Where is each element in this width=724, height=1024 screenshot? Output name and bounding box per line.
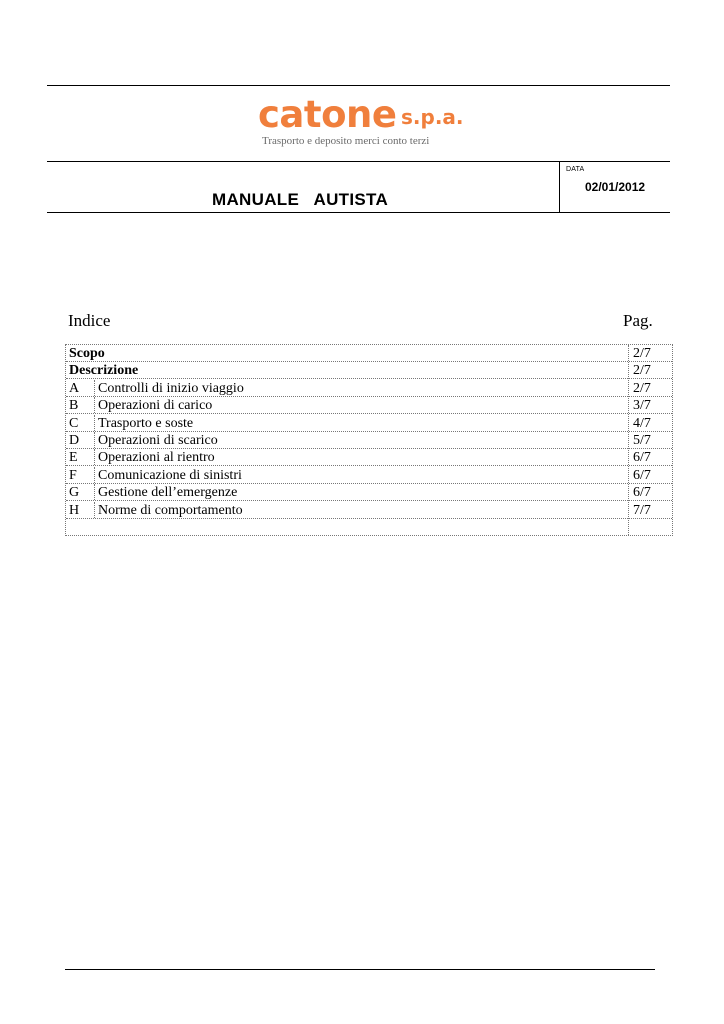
toc-page: 2/7 [633, 380, 651, 396]
letter-column-divider [94, 380, 95, 396]
toc-row [66, 380, 672, 397]
toc-page: 6/7 [633, 450, 651, 466]
toc-row [66, 467, 672, 484]
table-of-contents [65, 344, 673, 536]
toc-letter: C [69, 415, 79, 431]
date-value: 02/01/2012 [585, 180, 646, 194]
toc-page: 5/7 [633, 433, 651, 448]
header-top-rule [47, 161, 670, 162]
letter-column-divider [94, 502, 95, 518]
header-divider [559, 161, 560, 212]
page-column-heading: Pag. [623, 311, 653, 330]
date-label: DATA [566, 166, 585, 173]
toc-letter: F [69, 467, 77, 483]
toc-row [66, 484, 672, 501]
toc-label: Operazioni al rientro [98, 450, 215, 466]
toc-row [66, 397, 672, 414]
toc-page: 6/7 [633, 485, 651, 501]
toc-label: Norme di comportamento [98, 502, 243, 518]
letter-column-divider [94, 432, 95, 448]
toc-label: Operazioni di carico [98, 398, 213, 414]
logo-name: catone [258, 93, 397, 136]
index-title: Indice [68, 311, 111, 330]
letter-column-divider [94, 397, 95, 413]
toc-letter: E [69, 450, 78, 466]
toc-row [66, 449, 672, 466]
toc-page: 6/7 [633, 467, 651, 483]
letter-column-divider [94, 467, 95, 483]
toc-label: Operazioni di scarico [98, 433, 218, 448]
company-logo [258, 92, 488, 154]
toc-label: Controlli di inizio viaggio [98, 380, 244, 396]
toc-page: 4/7 [633, 415, 651, 431]
toc-row [66, 502, 672, 519]
toc-letter: A [69, 380, 80, 396]
letter-column-divider [94, 484, 95, 500]
toc-page: 2/7 [633, 363, 651, 379]
toc-letter: D [69, 433, 80, 448]
toc-letter: B [69, 398, 79, 414]
letter-column-divider [94, 415, 95, 431]
toc-letter: G [69, 485, 80, 501]
logo-tagline: Trasporto e deposito merci conto terzi [262, 135, 430, 147]
document-title: MANUALE AUTISTA [212, 190, 389, 209]
toc-page: 7/7 [633, 502, 651, 518]
toc-page: 2/7 [633, 346, 651, 361]
toc-row [66, 432, 672, 449]
toc-label: Scopo [69, 346, 105, 361]
toc-row [66, 362, 672, 379]
toc-row [66, 345, 672, 362]
toc-row [66, 415, 672, 432]
toc-letter: H [69, 502, 80, 518]
top-rule [47, 85, 670, 86]
logo-suffix: s.p.a. [401, 105, 464, 129]
letter-column-divider [94, 449, 95, 465]
toc-label: Trasporto e soste [98, 415, 194, 431]
toc-label: Comunicazione di sinistri [98, 467, 242, 483]
toc-label: Descrizione [69, 363, 139, 379]
footer-rule [65, 969, 655, 970]
toc-page: 3/7 [633, 398, 651, 414]
header-bottom-rule [47, 212, 670, 213]
toc-label: Gestione dell’emergenze [98, 485, 238, 501]
